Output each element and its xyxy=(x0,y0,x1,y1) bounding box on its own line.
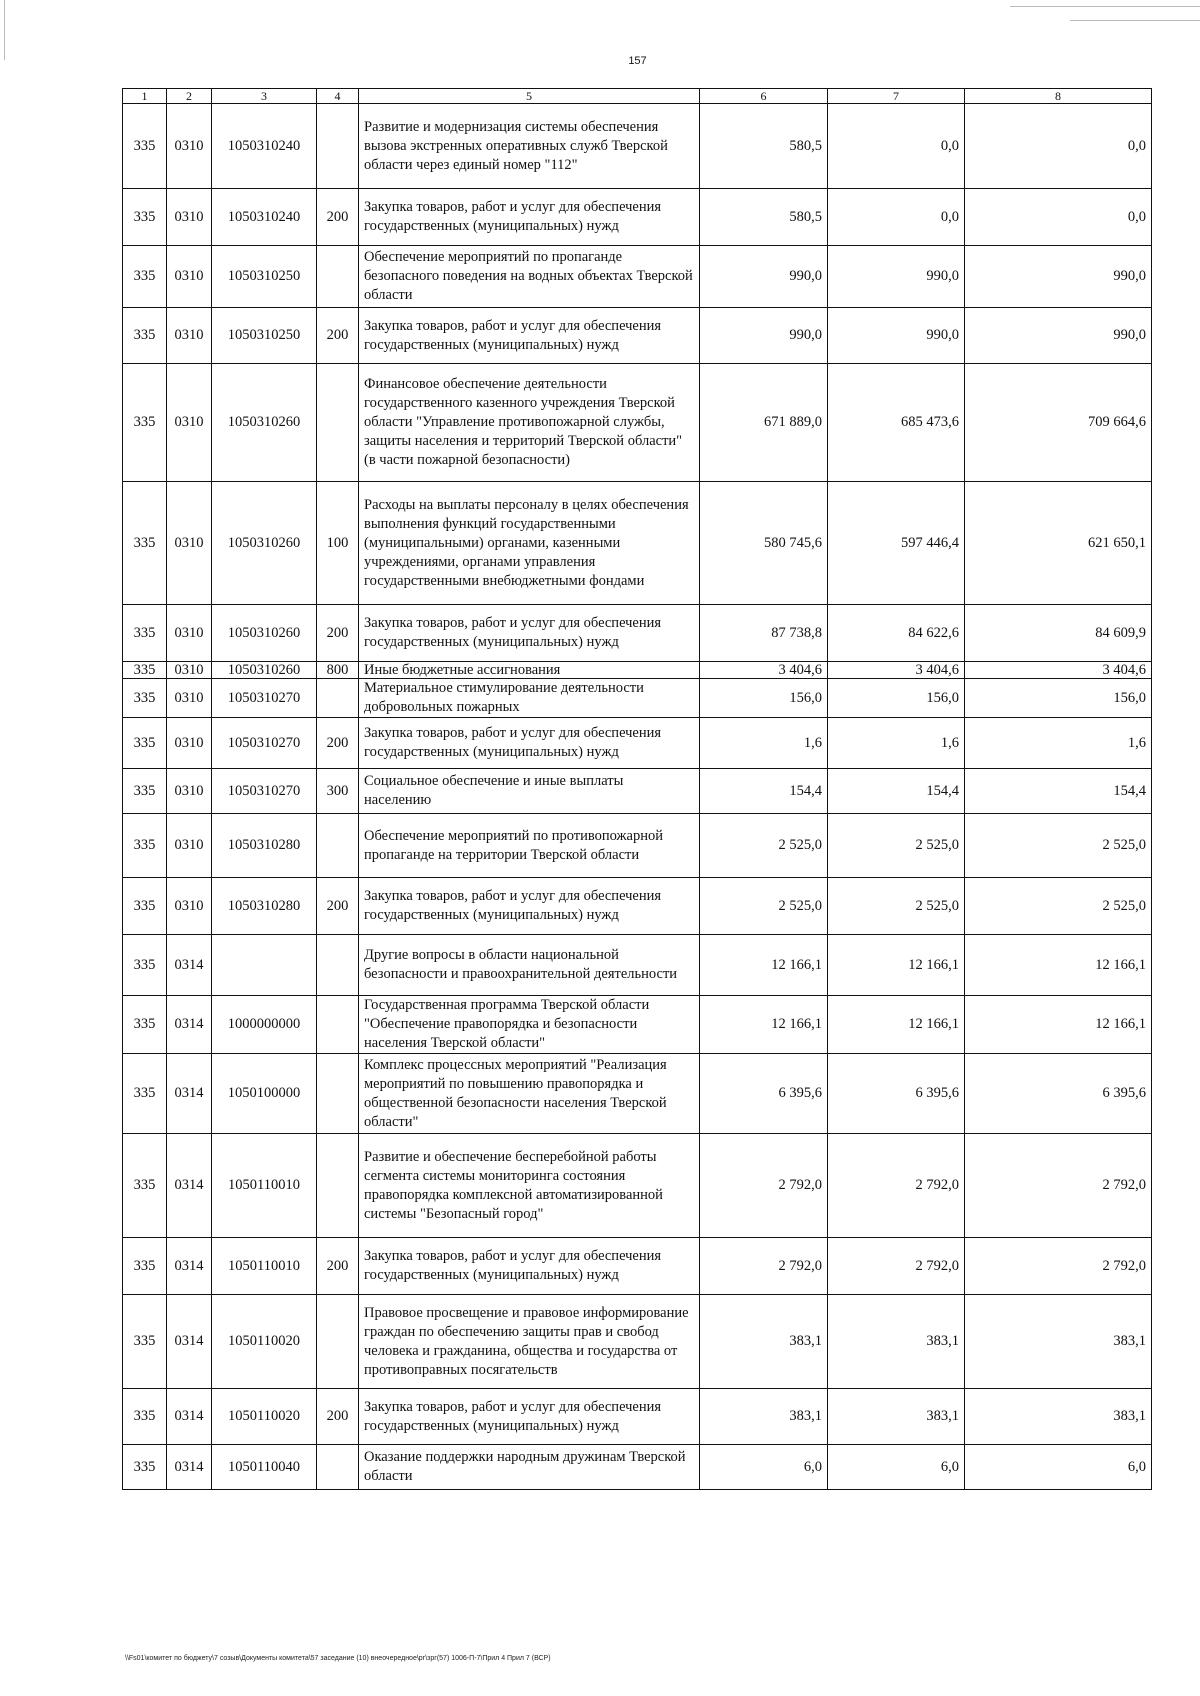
target-article-cell: 1050310270 xyxy=(212,769,317,814)
description-cell: Финансовое обеспечение деятельности государственного казенного учреждения Тверской области "Управление противопожарной службы, защиты населения и территорий Тверской области" (в части пожарной безопасности) xyxy=(359,364,700,482)
amount-year2-cell: 6 395,6 xyxy=(828,1054,965,1134)
header-cell: 1 xyxy=(123,89,167,104)
table-row xyxy=(123,662,1152,679)
amount-year1-cell: 12 166,1 xyxy=(700,996,828,1054)
amount-year2-cell: 156,0 xyxy=(828,679,965,718)
amount-year1-cell: 2 792,0 xyxy=(700,1238,828,1295)
target-article-cell: 1000000000 xyxy=(212,996,317,1054)
code-admin-cell: 335 xyxy=(123,679,167,718)
table-row xyxy=(123,718,1152,769)
expense-type-cell: 300 xyxy=(317,769,359,814)
section-cell: 0310 xyxy=(167,364,212,482)
amount-year3-cell: 1,6 xyxy=(965,718,1152,769)
amount-year1-cell: 6 395,6 xyxy=(700,1054,828,1134)
target-article-cell: 1050310270 xyxy=(212,679,317,718)
code-admin-cell: 335 xyxy=(123,364,167,482)
table-row xyxy=(123,769,1152,814)
header-cell: 6 xyxy=(700,89,828,104)
expense-type-cell: 200 xyxy=(317,1389,359,1445)
table-row xyxy=(123,308,1152,364)
amount-year3-cell: 6 395,6 xyxy=(965,1054,1152,1134)
table-row xyxy=(123,1295,1152,1389)
section-cell: 0310 xyxy=(167,246,212,308)
expense-type-cell xyxy=(317,935,359,996)
description-cell: Иные бюджетные ассигнования xyxy=(359,662,700,679)
table-row xyxy=(123,814,1152,878)
amount-year2-cell: 383,1 xyxy=(828,1389,965,1445)
budget-table xyxy=(122,88,1152,1490)
amount-year3-cell: 12 166,1 xyxy=(965,996,1152,1054)
description-cell: Социальное обеспечение и иные выплаты населению xyxy=(359,769,700,814)
expense-type-cell: 200 xyxy=(317,605,359,662)
target-article-cell: 1050310270 xyxy=(212,718,317,769)
amount-year1-cell: 2 525,0 xyxy=(700,878,828,935)
code-admin-cell: 335 xyxy=(123,1389,167,1445)
page-number: 157 xyxy=(628,55,647,67)
amount-year2-cell: 2 525,0 xyxy=(828,878,965,935)
target-article-cell: 1050310240 xyxy=(212,104,317,189)
section-cell: 0314 xyxy=(167,1295,212,1389)
table-body xyxy=(123,89,1152,1490)
target-article-cell: 1050310240 xyxy=(212,189,317,246)
header-cell: 4 xyxy=(317,89,359,104)
description-cell: Расходы на выплаты персоналу в целях обеспечения выполнения функций государственными (муниципальными) органами, казенными учреждениями, органами управления государственными внебюджетными фондами xyxy=(359,482,700,605)
expense-type-cell xyxy=(317,996,359,1054)
amount-year1-cell: 12 166,1 xyxy=(700,935,828,996)
amount-year1-cell: 6,0 xyxy=(700,1445,828,1490)
section-cell: 0310 xyxy=(167,878,212,935)
code-admin-cell: 335 xyxy=(123,662,167,679)
amount-year1-cell: 2 525,0 xyxy=(700,814,828,878)
section-cell: 0310 xyxy=(167,605,212,662)
amount-year1-cell: 990,0 xyxy=(700,308,828,364)
amount-year3-cell: 990,0 xyxy=(965,308,1152,364)
target-article-cell: 1050310250 xyxy=(212,308,317,364)
section-cell: 0310 xyxy=(167,482,212,605)
table-row xyxy=(123,605,1152,662)
target-article-cell: 1050310260 xyxy=(212,605,317,662)
amount-year2-cell: 154,4 xyxy=(828,769,965,814)
amount-year2-cell: 1,6 xyxy=(828,718,965,769)
amount-year1-cell: 383,1 xyxy=(700,1295,828,1389)
description-cell: Закупка товаров, работ и услуг для обеспечения государственных (муниципальных) нужд xyxy=(359,1389,700,1445)
amount-year2-cell: 12 166,1 xyxy=(828,996,965,1054)
amount-year2-cell: 84 622,6 xyxy=(828,605,965,662)
table-row xyxy=(123,1054,1152,1134)
amount-year3-cell: 2 792,0 xyxy=(965,1134,1152,1238)
expense-type-cell: 800 xyxy=(317,662,359,679)
target-article-cell: 1050310280 xyxy=(212,814,317,878)
table-row xyxy=(123,104,1152,189)
amount-year1-cell: 87 738,8 xyxy=(700,605,828,662)
amount-year2-cell: 0,0 xyxy=(828,104,965,189)
description-cell: Правовое просвещение и правовое информирование граждан по обеспечению защиты прав и свобод человека и гражданина, общества и государства от противоправных посягательств xyxy=(359,1295,700,1389)
description-cell: Закупка товаров, работ и услуг для обеспечения государственных (муниципальных) нужд xyxy=(359,189,700,246)
expense-type-cell: 200 xyxy=(317,189,359,246)
amount-year3-cell: 3 404,6 xyxy=(965,662,1152,679)
target-article-cell: 1050110020 xyxy=(212,1295,317,1389)
description-cell: Государственная программа Тверской области "Обеспечение правопорядка и безопасности населения Тверской области" xyxy=(359,996,700,1054)
amount-year3-cell: 0,0 xyxy=(965,104,1152,189)
table-row xyxy=(123,482,1152,605)
table-row xyxy=(123,189,1152,246)
amount-year3-cell: 990,0 xyxy=(965,246,1152,308)
section-cell: 0314 xyxy=(167,996,212,1054)
amount-year2-cell: 597 446,4 xyxy=(828,482,965,605)
amount-year3-cell: 709 664,6 xyxy=(965,364,1152,482)
code-admin-cell: 335 xyxy=(123,104,167,189)
target-article-cell: 1050100000 xyxy=(212,1054,317,1134)
amount-year2-cell: 990,0 xyxy=(828,246,965,308)
amount-year3-cell: 154,4 xyxy=(965,769,1152,814)
section-cell: 0314 xyxy=(167,1054,212,1134)
code-admin-cell: 335 xyxy=(123,878,167,935)
expense-type-cell xyxy=(317,1054,359,1134)
code-admin-cell: 335 xyxy=(123,189,167,246)
section-cell: 0314 xyxy=(167,1238,212,1295)
section-cell: 0314 xyxy=(167,1389,212,1445)
code-admin-cell: 335 xyxy=(123,996,167,1054)
column-number-row xyxy=(123,89,1152,104)
amount-year1-cell: 3 404,6 xyxy=(700,662,828,679)
target-article-cell: 1050110040 xyxy=(212,1445,317,1490)
code-admin-cell: 335 xyxy=(123,1295,167,1389)
amount-year2-cell: 6,0 xyxy=(828,1445,965,1490)
description-cell: Закупка товаров, работ и услуг для обеспечения государственных (муниципальных) нужд xyxy=(359,878,700,935)
target-article-cell: 1050310260 xyxy=(212,662,317,679)
header-cell: 7 xyxy=(828,89,965,104)
amount-year1-cell: 154,4 xyxy=(700,769,828,814)
section-cell: 0310 xyxy=(167,769,212,814)
amount-year2-cell: 383,1 xyxy=(828,1295,965,1389)
scan-edge-line-top xyxy=(1010,6,1200,7)
amount-year2-cell: 12 166,1 xyxy=(828,935,965,996)
target-article-cell: 1050110010 xyxy=(212,1238,317,1295)
section-cell: 0310 xyxy=(167,718,212,769)
expense-type-cell: 200 xyxy=(317,878,359,935)
table-row xyxy=(123,246,1152,308)
expense-type-cell: 200 xyxy=(317,1238,359,1295)
description-cell: Закупка товаров, работ и услуг для обеспечения государственных (муниципальных) нужд xyxy=(359,718,700,769)
code-admin-cell: 335 xyxy=(123,1134,167,1238)
amount-year2-cell: 3 404,6 xyxy=(828,662,965,679)
amount-year3-cell: 2 525,0 xyxy=(965,878,1152,935)
scan-edge-line-left xyxy=(4,0,5,60)
section-cell: 0310 xyxy=(167,662,212,679)
section-cell: 0310 xyxy=(167,679,212,718)
target-article-cell: 1050110020 xyxy=(212,1389,317,1445)
table-row xyxy=(123,1134,1152,1238)
amount-year2-cell: 2 792,0 xyxy=(828,1134,965,1238)
code-admin-cell: 335 xyxy=(123,1054,167,1134)
amount-year2-cell: 2 792,0 xyxy=(828,1238,965,1295)
amount-year2-cell: 2 525,0 xyxy=(828,814,965,878)
description-cell: Комплекс процессных мероприятий "Реализация мероприятий по повышению правопорядка и общественной безопасности населения Тверской области" xyxy=(359,1054,700,1134)
amount-year1-cell: 580,5 xyxy=(700,104,828,189)
table-row xyxy=(123,935,1152,996)
description-cell: Обеспечение мероприятий по пропаганде безопасного поведения на водных объектах Тверской области xyxy=(359,246,700,308)
amount-year2-cell: 990,0 xyxy=(828,308,965,364)
amount-year3-cell: 2 792,0 xyxy=(965,1238,1152,1295)
section-cell: 0314 xyxy=(167,1134,212,1238)
header-cell: 8 xyxy=(965,89,1152,104)
table-row xyxy=(123,1445,1152,1490)
section-cell: 0310 xyxy=(167,189,212,246)
code-admin-cell: 335 xyxy=(123,482,167,605)
table-row xyxy=(123,996,1152,1054)
table-row xyxy=(123,1389,1152,1445)
expense-type-cell xyxy=(317,1295,359,1389)
amount-year3-cell: 383,1 xyxy=(965,1295,1152,1389)
code-admin-cell: 335 xyxy=(123,814,167,878)
code-admin-cell: 335 xyxy=(123,605,167,662)
expense-type-cell xyxy=(317,1134,359,1238)
description-cell: Развитие и обеспечение бесперебойной работы сегмента системы мониторинга состояния правопорядка комплексной автоматизированной системы "Безопасный город" xyxy=(359,1134,700,1238)
description-cell: Другие вопросы в области национальной безопасности и правоохранительной деятельности xyxy=(359,935,700,996)
section-cell: 0310 xyxy=(167,814,212,878)
description-cell: Обеспечение мероприятий по противопожарной пропаганде на территории Тверской области xyxy=(359,814,700,878)
amount-year3-cell: 2 525,0 xyxy=(965,814,1152,878)
expense-type-cell: 100 xyxy=(317,482,359,605)
amount-year3-cell: 84 609,9 xyxy=(965,605,1152,662)
expense-type-cell xyxy=(317,1445,359,1490)
description-cell: Материальное стимулирование деятельности добровольных пожарных xyxy=(359,679,700,718)
section-cell: 0310 xyxy=(167,104,212,189)
amount-year1-cell: 580,5 xyxy=(700,189,828,246)
code-admin-cell: 335 xyxy=(123,769,167,814)
header-cell: 2 xyxy=(167,89,212,104)
target-article-cell xyxy=(212,935,317,996)
amount-year3-cell: 6,0 xyxy=(965,1445,1152,1490)
table-row xyxy=(123,679,1152,718)
table-row xyxy=(123,878,1152,935)
target-article-cell: 1050310260 xyxy=(212,364,317,482)
target-article-cell: 1050310260 xyxy=(212,482,317,605)
code-admin-cell: 335 xyxy=(123,246,167,308)
expense-type-cell xyxy=(317,679,359,718)
target-article-cell: 1050310280 xyxy=(212,878,317,935)
amount-year1-cell: 156,0 xyxy=(700,679,828,718)
code-admin-cell: 335 xyxy=(123,308,167,364)
expense-type-cell xyxy=(317,246,359,308)
expense-type-cell: 200 xyxy=(317,308,359,364)
description-cell: Оказание поддержки народным дружинам Тверской области xyxy=(359,1445,700,1490)
section-cell: 0314 xyxy=(167,1445,212,1490)
amount-year1-cell: 671 889,0 xyxy=(700,364,828,482)
amount-year1-cell: 580 745,6 xyxy=(700,482,828,605)
expense-type-cell xyxy=(317,104,359,189)
amount-year3-cell: 383,1 xyxy=(965,1389,1152,1445)
expense-type-cell: 200 xyxy=(317,718,359,769)
description-cell: Развитие и модернизация системы обеспечения вызова экстренных оперативных служб Тверской области через единый номер "112" xyxy=(359,104,700,189)
expense-type-cell xyxy=(317,814,359,878)
target-article-cell: 1050110010 xyxy=(212,1134,317,1238)
table-row xyxy=(123,1238,1152,1295)
header-cell: 3 xyxy=(212,89,317,104)
footer-file-path: \\Fs01\комитет по бюджету\7 созыв\Документы комитета\57 заседание (10) внеочередное\рг\зрг(57) 1006-П-7\Прил 4 Прил 7 (ВСР) xyxy=(125,1655,551,1662)
amount-year3-cell: 621 650,1 xyxy=(965,482,1152,605)
amount-year1-cell: 383,1 xyxy=(700,1389,828,1445)
code-admin-cell: 335 xyxy=(123,935,167,996)
description-cell: Закупка товаров, работ и услуг для обеспечения государственных (муниципальных) нужд xyxy=(359,1238,700,1295)
code-admin-cell: 335 xyxy=(123,1238,167,1295)
scan-edge-line-top2 xyxy=(1070,20,1200,21)
amount-year2-cell: 0,0 xyxy=(828,189,965,246)
section-cell: 0314 xyxy=(167,935,212,996)
code-admin-cell: 335 xyxy=(123,1445,167,1490)
code-admin-cell: 335 xyxy=(123,718,167,769)
amount-year1-cell: 2 792,0 xyxy=(700,1134,828,1238)
header-cell: 5 xyxy=(359,89,700,104)
description-cell: Закупка товаров, работ и услуг для обеспечения государственных (муниципальных) нужд xyxy=(359,308,700,364)
section-cell: 0310 xyxy=(167,308,212,364)
amount-year3-cell: 156,0 xyxy=(965,679,1152,718)
amount-year1-cell: 1,6 xyxy=(700,718,828,769)
table-row xyxy=(123,364,1152,482)
expense-type-cell xyxy=(317,364,359,482)
amount-year1-cell: 990,0 xyxy=(700,246,828,308)
amount-year2-cell: 685 473,6 xyxy=(828,364,965,482)
amount-year3-cell: 0,0 xyxy=(965,189,1152,246)
amount-year3-cell: 12 166,1 xyxy=(965,935,1152,996)
target-article-cell: 1050310250 xyxy=(212,246,317,308)
description-cell: Закупка товаров, работ и услуг для обеспечения государственных (муниципальных) нужд xyxy=(359,605,700,662)
